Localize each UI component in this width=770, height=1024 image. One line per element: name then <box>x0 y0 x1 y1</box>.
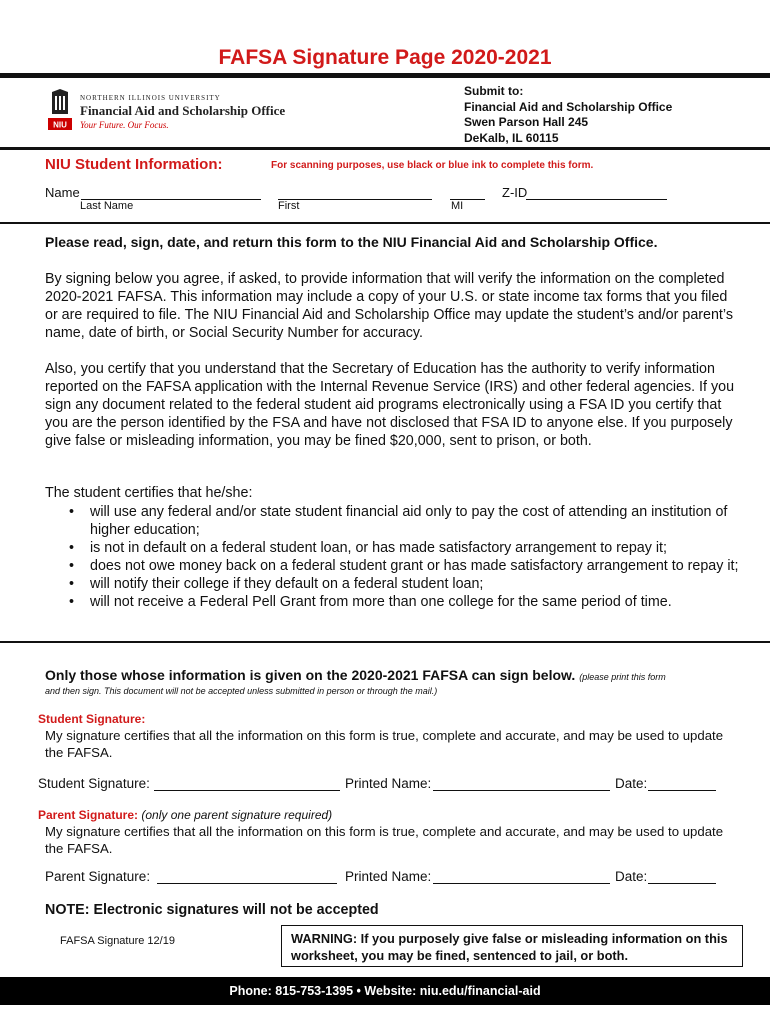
logo-office: Financial Aid and Scholarship Office <box>80 103 286 118</box>
page-title: FAFSA Signature Page 2020-2021 <box>218 46 552 69</box>
mi-field[interactable] <box>450 185 485 200</box>
name-label: Name <box>45 185 80 200</box>
student-date-field[interactable] <box>648 776 716 791</box>
parent-signature-heading <box>38 808 332 822</box>
parent-printed-label: Printed Name: <box>345 869 432 884</box>
student-date-label: Date: <box>615 776 648 791</box>
certification-paragraph: Also, you certify that you understand that the Secretary of Education has the authority to verify information reported on the FAFSA application with the Internal Revenue Service (IRS) and other federal agencies. If you sign any document related to the federal student aid programs electronically using a FSA ID you certify that you are the person identified by the FSA and have not disclosed that FSA ID to anyone else. If you purposely give false or misleading information, you may be fined $20,000, sent to prison, or both. <box>45 361 735 449</box>
first-name-label: First <box>278 200 300 212</box>
student-sig-label: Student Signature: <box>38 776 150 791</box>
logo-university: NORTHERN ILLINOIS UNIVERSITY <box>80 94 221 102</box>
submit-address <box>464 84 672 146</box>
zid-label: Z-ID <box>502 185 528 200</box>
header-rule <box>0 73 770 78</box>
certifies-list <box>45 503 745 611</box>
only-heading-text: Only those whose information is given on the 2020-2021 FAFSA can sign below <box>45 667 572 683</box>
only-signers-subnote: and then sign. This document will not be accepted unless submitted in person or through the mail.) <box>45 686 438 696</box>
last-name-label: Last Name <box>80 200 134 212</box>
contact-footer: Phone: 815-753-1395 • Website: niu.edu/financial-aid <box>0 977 770 1005</box>
niu-seal-icon <box>48 88 72 132</box>
logo-tagline: Your Future. Our Focus. <box>80 120 169 130</box>
niu-logo <box>48 88 298 133</box>
student-info-title: NIU Student Information: <box>45 156 223 173</box>
parent-date-label: Date: <box>615 869 648 884</box>
parent-printed-name-field[interactable] <box>433 869 610 884</box>
mi-label: MI <box>451 200 464 212</box>
parent-date-field[interactable] <box>648 869 716 884</box>
parent-cert-text: My signature certifies that all the information on this form is true, complete and accurate, and may be used to update the FAFSA. <box>45 824 724 856</box>
parent-sig-label: Parent Signature: <box>45 869 151 884</box>
list-item: • will use any federal and/or state student financial aid only to pay the cost of attending an institution of higher education; <box>45 503 745 539</box>
electronic-signature-note: NOTE: Electronic signatures will not be accepted <box>45 902 379 918</box>
parent-label-note: (only one parent signature required) <box>141 808 333 822</box>
svg-text:NIU: NIU <box>53 120 67 130</box>
only-signers-heading: Only those whose information is given on the 2020-2021 FAFSA can sign below. (please print this form <box>45 667 666 683</box>
submit-line3: DeKalb, IL 60115 <box>464 130 559 145</box>
instructions-heading: Please read, sign, date, and return this form to the NIU Financial Aid and Scholarship Office. <box>45 234 658 250</box>
list-item: • will notify their college if they default on a federal student loan; <box>45 575 745 593</box>
zid-field[interactable] <box>526 185 667 200</box>
student-signature-field[interactable] <box>154 776 340 791</box>
form-id: FAFSA Signature 12/19 <box>60 935 175 947</box>
warning-box: WARNING: If you purposely give false or misleading information on this worksheet, you may be fined, sentenced to jail, or both. <box>281 925 743 967</box>
submit-line1: Financial Aid and Scholarship Office <box>464 99 673 114</box>
first-name-field[interactable] <box>278 185 432 200</box>
list-item: • does not owe money back on a federal student grant or has made satisfactory arrangement to repay it; <box>45 557 745 575</box>
scan-note: For scanning purposes, use black or blue ink to complete this form. <box>271 160 594 171</box>
info-rule <box>0 222 770 224</box>
section-rule <box>0 147 770 150</box>
agreement-paragraph: By signing below you agree, if asked, to provide information that will verify the information on the completed 2020-2021 FAFSA. This information may include a copy of your U.S. or state income tax forms that you filed or are required to file. The NIU Financial Aid and Scholarship Office may update the student’s and/or parent’s name, date of birth, or Social Security Number for accuracy. <box>45 271 733 341</box>
last-name-field[interactable] <box>81 185 261 200</box>
submit-line2: Swen Parson Hall 245 <box>464 115 589 129</box>
parent-label-text: Parent Signature: <box>38 808 139 822</box>
list-item: • is not in default on a federal student loan, or has made satisfactory arrangement to repay it; <box>45 539 745 557</box>
student-printed-label: Printed Name: <box>345 776 432 791</box>
only-heading-note: (please print this form <box>579 672 666 682</box>
student-printed-name-field[interactable] <box>433 776 610 791</box>
list-item: • will not receive a Federal Pell Grant from more than one college for the same period of time. <box>45 593 745 611</box>
submit-label: Submit to: <box>464 84 524 98</box>
certifies-intro: The student certifies that he/she: <box>45 485 253 501</box>
parent-signature-field[interactable] <box>157 869 337 884</box>
student-cert-text: My signature certifies that all the information on this form is true, complete and accurate, and may be used to update the FAFSA. <box>45 728 724 760</box>
student-signature-heading: Student Signature: <box>38 712 146 726</box>
body-rule <box>0 641 770 643</box>
